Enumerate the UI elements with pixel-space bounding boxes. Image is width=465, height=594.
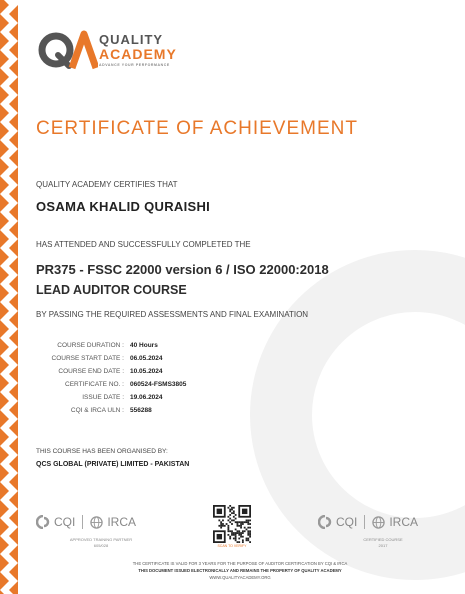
cqi-icon bbox=[36, 515, 50, 529]
cqi-icon bbox=[318, 515, 332, 529]
cqi-irca-certified-badge bbox=[318, 513, 448, 557]
cqi-text: CQI bbox=[336, 515, 358, 529]
badge-partner-text: APPROVED TRAINING PARTNER bbox=[69, 537, 133, 542]
organised-label: THIS COURSE HAS BEEN ORGANISED BY: bbox=[36, 448, 168, 455]
cqi-text: CQI bbox=[54, 515, 76, 529]
detail-value: 556288 bbox=[130, 407, 152, 414]
course-details bbox=[28, 339, 186, 417]
certifies-text: QUALITY ACADEMY CERTIFIES THAT bbox=[36, 180, 178, 189]
badge-certified-year: 2017 bbox=[378, 543, 388, 548]
irca-globe-icon bbox=[90, 516, 103, 529]
logo-tagline: ADVANCE YOUR PERFORMANCE bbox=[99, 63, 170, 67]
verification-qr-code[interactable] bbox=[213, 505, 251, 543]
cqi-irca-partner-badge bbox=[36, 513, 166, 557]
logo-line1: QUALITY bbox=[99, 32, 164, 47]
detail-row bbox=[28, 365, 186, 378]
detail-row bbox=[28, 339, 186, 352]
recipient-name: OSAMA KHALID QURAISHI bbox=[36, 199, 211, 214]
qa-logo-icon bbox=[36, 28, 98, 72]
course-title-line1: PR375 - FSSC 22000 version 6 / ISO 22000:2018 bbox=[36, 262, 329, 277]
quality-academy-logo bbox=[36, 28, 176, 72]
footer-website[interactable]: WWW.QUALITYACADEMY.ORG bbox=[209, 575, 271, 581]
certificate-title: CERTIFICATE OF ACHIEVEMENT bbox=[36, 118, 358, 139]
detail-value: 19.06.2024 bbox=[130, 394, 163, 401]
course-title-line2: LEAD AUDITOR COURSE bbox=[36, 283, 187, 297]
detail-value: 10.05.2024 bbox=[130, 368, 163, 375]
organiser-name: QCS GLOBAL (PRIVATE) LIMITED - PAKISTAN bbox=[36, 461, 190, 468]
irca-text: IRCA bbox=[389, 515, 419, 529]
certificate-footer bbox=[40, 560, 440, 581]
detail-label: COURSE END DATE : bbox=[58, 368, 124, 375]
logo-line2: ACADEMY bbox=[99, 46, 177, 62]
irca-globe-icon bbox=[372, 516, 385, 529]
passing-text: BY PASSING THE REQUIRED ASSESSMENTS AND FINAL EXAMINATION bbox=[36, 310, 309, 319]
irca-text: IRCA bbox=[107, 515, 137, 529]
detail-label: CQI & IRCA ULN : bbox=[70, 407, 124, 414]
footer-validity: THE CERTIFICATE IS VALID FOR 3 YEARS FOR THE PURPOSE OF AUDITOR CERTIFICATION BY CQI & IRCA bbox=[132, 561, 348, 566]
detail-label: ISSUE DATE : bbox=[82, 394, 124, 401]
badge-partner-number: 605/028 bbox=[93, 543, 109, 548]
qr-caption: SCAN TO VERIFY bbox=[217, 544, 247, 548]
detail-row bbox=[28, 404, 186, 417]
detail-row bbox=[28, 391, 186, 404]
detail-value: 06.05.2024 bbox=[130, 355, 163, 362]
badge-certified-text: CERTIFIED COURSE bbox=[363, 537, 403, 542]
attended-text: HAS ATTENDED AND SUCCESSFULLY COMPLETED THE bbox=[36, 240, 251, 249]
detail-row bbox=[28, 378, 186, 391]
detail-value: 40 Hours bbox=[130, 342, 158, 349]
detail-row bbox=[28, 352, 186, 365]
detail-value: 060524-FSMS3805 bbox=[130, 381, 187, 388]
footer-property: THIS DOCUMENT ISSUED ELECTRONICALLY AND REMAINS THE PROPERTY OF QUALITY ACADEMY bbox=[138, 568, 342, 574]
detail-label: CERTIFICATE NO. : bbox=[65, 381, 124, 388]
detail-label: COURSE DURATION : bbox=[57, 342, 124, 349]
detail-label: COURSE START DATE : bbox=[51, 355, 124, 362]
left-chevron-border bbox=[0, 0, 18, 594]
